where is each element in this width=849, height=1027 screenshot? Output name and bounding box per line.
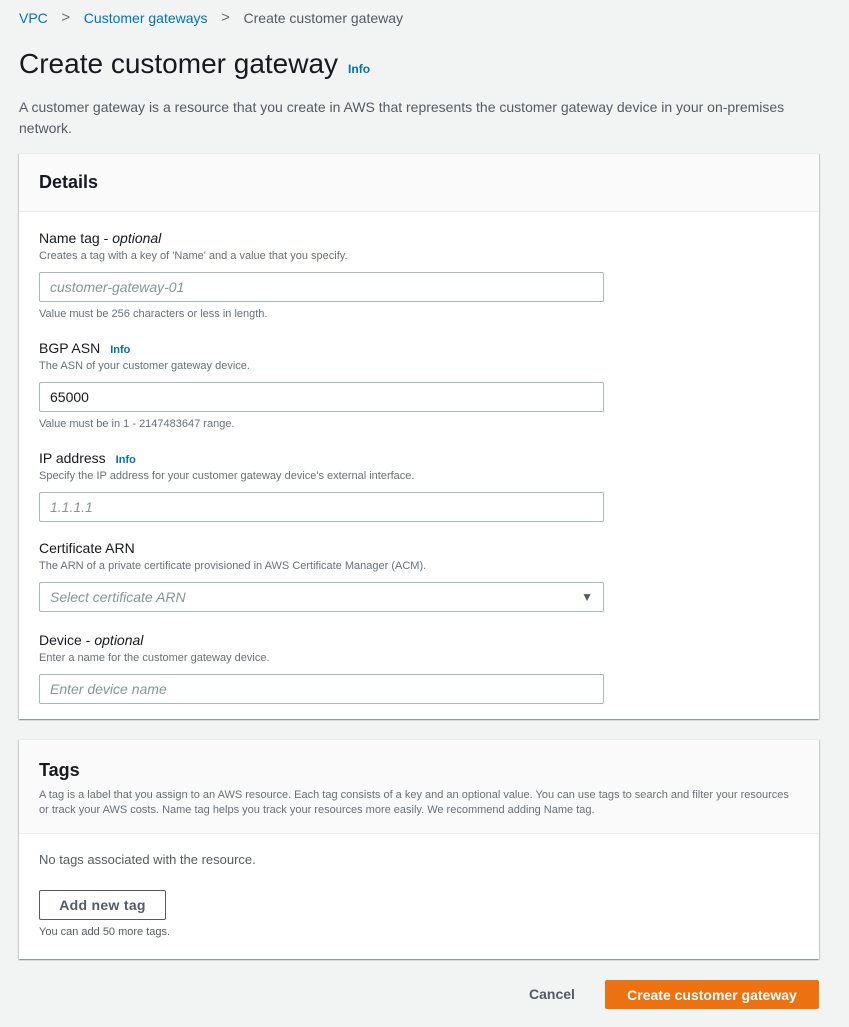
bgp-asn-constraint: Value must be in 1 - 2147483647 range.: [39, 418, 235, 430]
tags-description: A tag is a label that you assign to an AWS resource. Each tag consists of a key and an optional value. You can use tags to search and filter your resources or track your AWS costs. Name tag helps you track your resources more easily. We recommend adding Name tag.: [39, 789, 789, 816]
breadcrumb-current: Create customer gateway: [243, 9, 404, 26]
name-tag-label: [39, 230, 604, 248]
device-field: [39, 632, 604, 704]
certificate-arn-placeholder: Select certificate ARN: [50, 589, 186, 605]
tags-empty-message: No tags associated with the resource.: [39, 852, 256, 867]
details-title: Details: [39, 172, 99, 192]
page-info-link[interactable]: Info: [348, 62, 371, 76]
bgp-asn-label: [39, 340, 604, 358]
optional-marker: optional: [112, 230, 162, 246]
bgp-asn-field: [39, 340, 604, 430]
certificate-arn-label-text: Certificate ARN: [39, 540, 135, 556]
optional-marker: optional: [94, 632, 144, 648]
certificate-arn-label: [39, 540, 604, 558]
details-header: [19, 154, 819, 212]
breadcrumb-vpc-link[interactable]: VPC: [19, 9, 48, 26]
add-new-tag-button[interactable]: Add new tag: [39, 890, 166, 920]
device-label-text: Device -: [39, 632, 91, 648]
device-input[interactable]: [39, 674, 604, 704]
ip-address-label-text: IP address: [39, 450, 106, 466]
caret-down-icon: ▼: [581, 590, 593, 604]
bgp-asn-label-text: BGP ASN: [39, 340, 101, 356]
ip-address-field: [39, 450, 604, 522]
tags-limit-text: You can add 50 more tags.: [39, 926, 171, 938]
chevron-right-icon: >: [61, 9, 71, 26]
page-description: A customer gateway is a resource that you create in AWS that represents the customer gateway device in your on-premises network.: [19, 99, 785, 136]
chevron-right-icon: >: [221, 9, 230, 26]
device-description: Enter a name for the customer gateway device.: [39, 652, 270, 664]
ip-address-info-link[interactable]: Info: [115, 454, 136, 466]
bgp-asn-description: The ASN of your customer gateway device.: [39, 360, 250, 372]
name-tag-label-text: Name tag -: [39, 230, 109, 246]
certificate-arn-field: [39, 540, 604, 612]
name-tag-constraint: Value must be 256 characters or less in length.: [39, 308, 268, 320]
certificate-arn-select[interactable]: [39, 582, 604, 612]
certificate-arn-description: The ARN of a private certificate provisioned in AWS Certificate Manager (ACM).: [39, 560, 427, 572]
tags-header: [19, 740, 819, 834]
page-title: Create customer gateway: [19, 48, 339, 79]
breadcrumb-customer-gateways-link[interactable]: Customer gateways: [83, 9, 208, 26]
device-label: [39, 632, 604, 650]
ip-address-description: Specify the IP address for your customer gateway device's external interface.: [39, 470, 415, 482]
name-tag-input[interactable]: [39, 272, 604, 302]
breadcrumb: [19, 9, 403, 26]
ip-address-input[interactable]: [39, 492, 604, 522]
bgp-asn-info-link[interactable]: Info: [110, 344, 131, 356]
page-title-row: [19, 48, 370, 80]
create-customer-gateway-button[interactable]: Create customer gateway: [605, 980, 819, 1009]
details-panel: [19, 153, 819, 719]
bgp-asn-input[interactable]: [39, 382, 604, 412]
name-tag-field: [39, 230, 604, 320]
name-tag-description: Creates a tag with a key of 'Name' and a value that you specify.: [39, 250, 348, 262]
cancel-button[interactable]: Cancel: [516, 980, 588, 1008]
ip-address-label: [39, 450, 604, 468]
tags-title: Tags: [39, 760, 80, 780]
tags-panel: [19, 739, 819, 959]
